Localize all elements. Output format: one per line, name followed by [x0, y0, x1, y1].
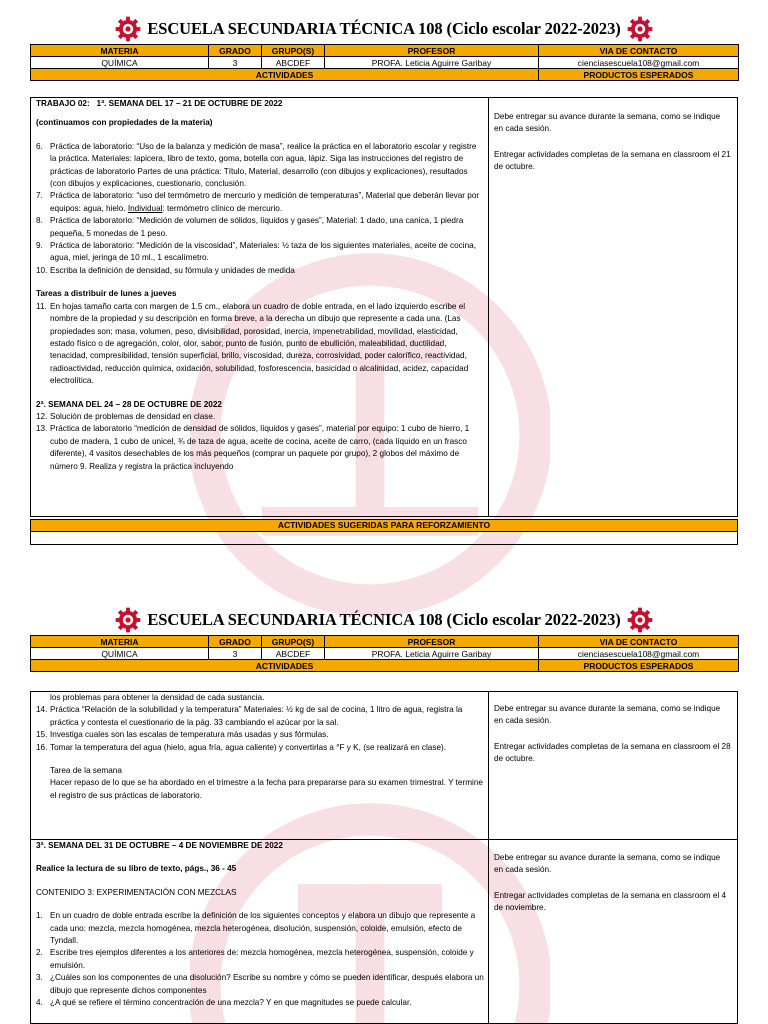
- activities-label: ACTIVIDADES: [31, 660, 539, 672]
- products-column-week2: [489, 692, 737, 839]
- school-gear-logo-icon: [627, 16, 653, 42]
- continued-line: los problemas para obtener la densidad de cada sustancia.: [50, 693, 265, 702]
- products-label: PRODUCTOS ESPERADOS: [539, 660, 739, 672]
- list-item: 8. Práctica de laboratorio: “Medición de volumen de sólidos, líquidos y gases”, Material: 1 dado, una canica, 1 piedra pequeña, 5 monedas de 1 peso.: [36, 216, 464, 238]
- trabajo-label: TRABAJO 02:: [36, 99, 90, 108]
- school-title: ESCUELA SECUNDARIA TÉCNICA 108 (Ciclo escolar 2022-2023): [147, 610, 621, 629]
- list-item: 2. Escribe tres ejemplos diferentes a los anteriores de: mezcla homogénea, mezcla heterogénea, suspensión, coloide y emulsión.: [36, 948, 474, 970]
- list-item: 7. Práctica de laboratorio: “uso del termómetro de mercurio y medición de temperaturas”, Material que deberán llevar por equipos: agua, hielo. Individual: termómetro clínico de mercurio.: [36, 191, 480, 213]
- list-item: 3. ¿Cuáles son los componentes de una disolución? Escribe su nombre y cómo se pueden identificar, después elabora un dibujo que represente dichos componentes: [36, 973, 484, 995]
- val-grado: 3: [209, 648, 262, 660]
- col-materia: MATERIA: [31, 45, 209, 57]
- activities-box-week2-3: [30, 691, 738, 1024]
- val-profesor: PROFA. Leticia Aguirre Garibay: [325, 648, 539, 660]
- header-title-row: [30, 605, 738, 635]
- val-grupos: ABCDEF: [262, 648, 325, 660]
- val-contacto: cienciasescuela108@gmail.com: [539, 648, 739, 660]
- header-values-row: [31, 648, 739, 660]
- week3-heading: 3ª. SEMANA DEL 31 DE OCTUBRE – 4 DE NOVIEMBRE DE 2022: [36, 841, 283, 850]
- list-item: 13. Práctica de laboratorio “medición de densidad de sólidos, líquidos y gases”, material por equipo: 1 cubo de hierro, 1 cubo de madera, 1 cubo de unicel, ¾ de taza de agua, aceite de cocina, aceite de carro, (cada líquido en un frasco diferente), 4 vasitos desechables de los más pequeños (comprar un paquete por grupo), 2 globos del máximo de número 9. Realiza y registra la práctica incluyendo: [36, 424, 470, 471]
- worksheet-page-1: [30, 14, 738, 530]
- list-item: 9. Práctica de laboratorio: “Medición de la viscosidad”, Materiales: ½ taza de los siguientes materiales, aceite de cocina, agua, miel, jeringa de 10 ml., 1 escalímetro.: [36, 241, 476, 263]
- contenido-heading: CONTENIDO 3: EXPERIMENTACIÓN CON MEZCLAS: [36, 887, 237, 897]
- col-profesor: PROFESOR: [325, 45, 539, 57]
- header-columns-row: [31, 636, 739, 648]
- list-item: 14. Práctica “Relación de la solubilidad y la temperatura” Materiales: ½ kg de sal de cocina, 1 litro de agua, registra la práctica y contesta el cuestionario de la pág. 33 cambiando el azúcar por la sal.: [36, 705, 463, 727]
- header-values-row: [31, 57, 739, 69]
- list-item: 1. En un cuadro de doble entrada escribe la definición de los siguientes conceptos y elabora un dibujo que represente a cada uno: mezcla, mezcla homogénea, mezcla heterogénea, disolución, suspensión, coloide, emulsión, efecto de Tyndall.: [36, 911, 476, 946]
- products-label: PRODUCTOS ESPERADOS: [539, 69, 739, 81]
- expected-product-note: Debe entregar su avance durante la semana, como se indique en cada sesión.: [494, 704, 721, 725]
- activities-column-week3: [31, 840, 489, 1023]
- suggested-activities-section: [30, 519, 738, 545]
- worksheet-page-2: [30, 605, 738, 1008]
- col-grado: GRADO: [209, 636, 262, 648]
- val-grupos: ABCDEF: [262, 57, 325, 69]
- tarea-text: Hacer repaso de lo que se ha abordado en el trimestre a la fecha para prepararse para su examen trimestral. Y termine el registro de sus prácticas de laboratorio.: [50, 778, 483, 800]
- col-materia: MATERIA: [31, 636, 209, 648]
- list-item: 15. Investiga cuales son las escalas de temperatura más usadas y sus fórmulas.: [36, 730, 329, 740]
- header-info-table: [30, 635, 739, 672]
- week1-subheading: (continuamos con propiedades de la materia): [36, 118, 213, 128]
- expected-product-deadline: Entregar actividades completas de la semana en classroom el 4 de noviembre.: [494, 891, 727, 912]
- school-gear-logo-icon: [115, 16, 141, 42]
- activities-box-week1-2: [30, 97, 738, 517]
- val-materia: QUÍMICA: [31, 648, 209, 660]
- tarea-heading: Tarea de la semana: [50, 766, 122, 776]
- header-info-table: [30, 44, 739, 81]
- products-column: [489, 98, 737, 516]
- col-profesor: PROFESOR: [325, 636, 539, 648]
- header-columns-row: [31, 45, 739, 57]
- school-gear-logo-icon: [115, 607, 141, 633]
- expected-product-note: Debe entregar su avance durante la semana, como se indique en cada sesión.: [494, 112, 721, 133]
- val-profesor: PROFA. Leticia Aguirre Garibay: [325, 57, 539, 69]
- val-grado: 3: [209, 57, 262, 69]
- val-contacto: cienciasescuela108@gmail.com: [539, 57, 739, 69]
- activities-header-row: [31, 660, 739, 672]
- week1-heading: 1ª. SEMANA DEL 17 – 21 DE OCTUBRE DE 2022: [96, 99, 283, 108]
- list-item: 4. ¿A qué se refiere el término concentración de una mezcla? Y en que magnitudes se puede calcular.: [36, 998, 412, 1008]
- col-grado: GRADO: [209, 45, 262, 57]
- products-column-week3: [489, 840, 737, 1023]
- list-item: 10. Escriba la definición de densidad, su fórmula y unidades de medida: [36, 265, 295, 275]
- school-gear-logo-icon: [627, 607, 653, 633]
- week2-heading: 2ª. SEMANA DEL 24 – 28 DE OCTUBRE DE 2022: [36, 399, 222, 409]
- col-grupos: GRUPO(S): [262, 636, 325, 648]
- col-contacto: VIA DE CONTACTO: [539, 636, 739, 648]
- activities-label: ACTIVIDADES: [31, 69, 539, 81]
- tareas-heading: Tareas a distribuir de lunes a jueves: [36, 289, 177, 299]
- suggested-activities-label: ACTIVIDADES SUGERIDAS PARA REFORZAMIENTO: [30, 519, 738, 532]
- suggested-activities-empty-row: [30, 532, 738, 545]
- list-item: 12. Solución de problemas de densidad en clase.: [36, 411, 216, 421]
- list-item: 6. Práctica de laboratorio: “Uso de la balanza y medición de masa”, realice la práctica en el laboratorio escolar y registre la práctica. Materiales: lapicera, libro de texto, goma, botella con agua, lápiz. Siga las instrucciones del registro de prácticas de laboratorio Partes de una práctica: Título, Material, desarrollo (con dibujos y explicaciones), resultados (con dibujos y explicaciones, cuestionario, conclusión.: [36, 141, 477, 189]
- lectura-instruction: Realice la lectura de su libro de texto, págs., 36 - 45: [36, 864, 237, 874]
- expected-product-note: Debe entregar su avance durante la semana, como se indique en cada sesión.: [494, 853, 721, 874]
- col-grupos: GRUPO(S): [262, 45, 325, 57]
- list-item: 11. En hojas tamaño carta con margen de 1.5 cm., elabora un cuadro de doble entrada, en el lado izquierdo escribe el nombre de la propiedad y su descripción en forma breve, a la derecha un dibujo que represente a cada una. (Las propiedades son; masa, volumen, peso, divisibilidad, porosidad, inercia, impenetrabilidad, movilidad, elasticidad, estado físico o de agregación, color, olor, sabor, punto de fusión, punto de ebullición, maleabilidad, ductilidad, tenacidad, compresibilidad, tensión superficial, brillo, viscosidad, dureza, corrosividad, poder calorífico, reactividad, radioactividad, reducción química, oxidación, solubilidad, fosforescencia, basicidad o alcalinidad, acidez, capacidad electrolítica.: [36, 301, 469, 386]
- val-materia: QUÍMICA: [31, 57, 209, 69]
- header-title-row: [30, 14, 738, 44]
- expected-product-deadline: Entregar actividades completas de la semana en classroom el 21 de octubre.: [494, 150, 731, 171]
- school-title: ESCUELA SECUNDARIA TÉCNICA 108 (Ciclo escolar 2022-2023): [147, 19, 621, 38]
- col-contacto: VIA DE CONTACTO: [539, 45, 739, 57]
- activities-header-row: [31, 69, 739, 81]
- activities-column-week2: [31, 692, 489, 839]
- expected-product-deadline: Entregar actividades completas de la semana en classroom el 28 de octubre.: [494, 742, 731, 763]
- list-item: 16. Tomar la temperatura del agua (hielo, agua fría, agua caliente) y convertirlas a °F y K, (se realizará en clase).: [36, 742, 447, 752]
- activities-column: [31, 98, 489, 516]
